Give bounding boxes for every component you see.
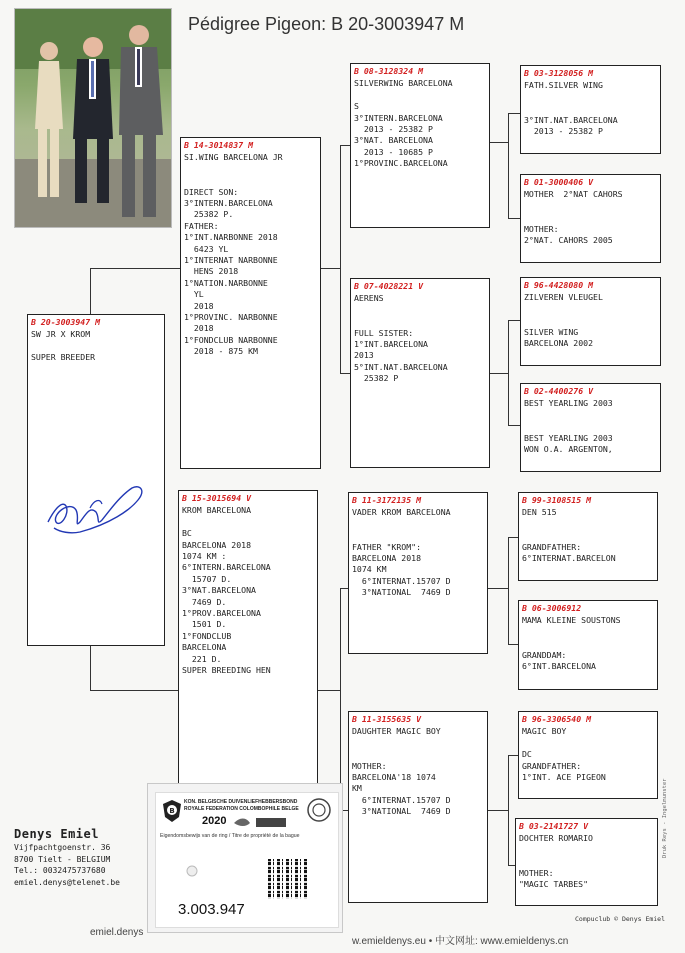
connector-sd-v [508,320,509,425]
box-line: 1°FONDCLUB [182,630,232,641]
box-line: 221 D. [182,653,222,664]
box-line: "MAGIC TARBES" [519,879,589,889]
box-line: 1°INT.NARBONNE 2018 [184,232,278,243]
connector-dd-h [488,810,508,811]
box-line: BC [182,528,192,539]
box-line: SILVER WING [524,326,579,337]
box-line: 1°NATION.NARBONNE [184,277,268,288]
box-line: 2013 - 25382 P [354,124,433,135]
box-line: 1501 D. [182,619,227,630]
box-line: DEN 515 [522,507,557,518]
box-line: GRANDFATHER: [522,760,582,771]
ring-number: B 07-4028221 V [354,281,424,291]
box-line: 6°INTERNAT.15707 D [352,794,451,805]
box-line: 6°INTERNAT.15707 D [352,575,451,586]
box-line: 1°PROV.BARCELONA [182,608,261,619]
box-line: 3°NATIONAL 7469 D [352,806,451,817]
connector-ds-v [508,537,509,644]
box-line: FATHER "KROM": [352,541,422,552]
box-line: BARCELONA 2018 [352,553,422,563]
box-line: 2013 - 25382 P [524,126,603,136]
connector-dd-v [508,755,509,865]
connector-ss-top [508,113,520,114]
ring-number: B 96-4428080 M [524,280,594,290]
photo-people-illustration [15,9,171,227]
ring-emblem-icon [306,797,332,823]
card-inner [155,792,339,928]
box-line [524,421,657,432]
box-line: MAGIC BOY [522,726,567,737]
pedigree-box-dsd [518,600,658,690]
box-line: S [354,101,359,112]
printer-credit: Druk Reys - Ingelmunster [662,778,668,858]
box-line: 6°INTERNAT.BARCELON [522,553,616,563]
connector-main-dam-v [90,646,91,690]
box-line [522,530,654,541]
box-line: BARCELONA [182,642,227,653]
pedigree-box-dam-sire [348,492,488,654]
box-line: SUPER BREEDING HEN [182,665,271,676]
connector-dam-h [318,690,340,691]
box-line: 1°PROVINC.BARCELONA [354,158,448,169]
box-line: KROM BARCELONA [182,505,252,516]
connector-sire-ss [340,145,350,146]
box-line [524,410,657,421]
ring-number: B 01-3000406 V [524,177,594,187]
box-line: 7469 D. [182,596,227,607]
ring-number: B 99-3108515 M [522,495,592,505]
box-line: 3°NAT. BARCELONA [354,135,433,146]
ring-ownership-card [147,783,343,933]
breeder-contact [14,827,164,888]
box-line [524,212,657,223]
box-line: 2°NAT. CAHORS 2005 [524,235,613,245]
ring-number: B 11-3172135 M [352,495,422,505]
pedigree-box-sire-sire [350,63,490,228]
box-line: 1°FONDCLUB NARBONNE [184,334,278,345]
box-line: MOTHER: [352,760,387,771]
pedigree-box-sire [180,137,321,469]
pedigree-box-sds [520,277,661,366]
breeder-tel: Tel.: 0032475737680 [14,866,106,875]
box-line [524,315,657,326]
box-line: FULL SISTER: [354,327,414,338]
box-line: DC [522,749,532,760]
box-line [352,530,484,541]
federation-logo-icon [162,799,182,823]
card-subtitle: Eigendomsbewijs van de ring / Titre de propriété de la bague [160,833,300,839]
box-line: YL [184,289,204,300]
box-line [184,164,317,175]
box-line: BARCELONA 2018 [182,539,252,550]
box-line: ZILVEREN VLEUGEL [524,292,603,303]
box-line [352,749,484,760]
box-line: 25382 P. [184,209,234,220]
box-line [524,103,657,114]
footer-left: emiel.denys [90,927,144,938]
breeder-city: 8700 Tielt - BELGIUM [14,854,111,864]
box-line [31,341,161,352]
breeder-photo [14,8,172,228]
box-line: 3°INTERN.BARCELONA [354,112,443,123]
box-line: 2013 - 10685 P [354,146,433,157]
breeder-name: Denys Emiel [14,827,99,841]
ring-number: B 03-3128056 M [524,68,594,78]
pedigree-box-dds [518,711,658,799]
pedigree-box-ddd [515,818,658,906]
connector-ss-h [490,142,508,143]
pedigree-box-sdd [520,383,661,472]
connector-main-dam-h [90,690,178,691]
box-line [522,627,654,638]
page-title: Pédigree Pigeon: B 20-3003947 M [188,14,465,34]
box-line: 1°INTERNAT NARBONNE [184,255,278,266]
box-line: 1074 KM : [182,551,227,562]
box-line: 25382 P [354,373,399,384]
box-line [352,519,484,530]
connector-main-sire-v [90,268,91,314]
connector-ds-h [488,588,508,589]
box-line: BARCELONA'18 1074 [352,772,436,782]
box-line: SILVERWING BARCELONA [354,78,453,89]
box-line: 3°NAT.BARCELONA [182,585,256,596]
connector-sd-top [508,320,520,321]
ring-number: B 11-3155635 V [352,714,422,724]
connector-sire-v [340,145,341,373]
box-line [522,638,654,649]
box-line [354,305,486,316]
card-ring-number: 3.003.947 [178,901,245,918]
box-line: BARCELONA 2002 [524,338,594,348]
box-line: KM [352,783,362,794]
breeder-email: emiel.denys@telenet.be [14,877,120,887]
box-line [182,517,314,528]
box-line: SUPER BREEDER [31,352,96,363]
connector-ss-bottom [508,218,520,219]
box-line: MOTHER: [524,223,559,234]
box-line: 1074 KM [352,564,387,575]
box-line: MOTHER: [519,867,554,878]
box-line: FATH.SILVER WING [524,80,603,91]
box-line: 1°PROVINC. NARBONNE [184,312,278,323]
box-line: DAUGHTER MAGIC BOY [352,726,441,737]
box-line: BEST YEARLING 2003 [524,432,613,443]
box-line: 15707 D. [182,573,232,584]
ring-number: B 06-3006912 [522,603,582,613]
connector-ds-top [508,537,518,538]
compuclub-credit: Compuclub © Denys Emiel [575,915,666,923]
pedigree-box-sss [520,65,661,154]
connector-ss-v [508,113,509,218]
connector-dam-v [340,588,341,810]
box-line [354,316,486,327]
box-line: SI.WING BARCELONA JR [184,152,283,163]
signature-icon [40,470,150,540]
box-line [524,92,657,103]
box-line [519,845,654,856]
ring-number: B 15-3015694 V [182,493,252,503]
box-line: WON O.A. ARGENTON, [524,444,613,454]
card-year: 2020 [202,815,227,827]
box-line: BEST YEARLING 2003 [524,398,613,409]
connector-ds-bottom [508,644,518,645]
box-line [522,738,654,749]
box-line: HENS 2018 [184,266,239,277]
box-line: SW JR X KROM [31,329,91,340]
box-line: 6°INTERN.BARCELONA [182,562,271,573]
card-header: KON. BELGISCHE DUIVENLIEFHEBBERSBOND ROYALE FEDERATION COLOMBOPHILE BELGE [184,799,299,812]
card-logos-icon [232,815,288,829]
box-line: 1°INT.BARCELONA [354,339,428,349]
box-line: GRANDFATHER: [522,541,582,552]
box-line: 3°INTERN.BARCELONA [184,198,273,208]
ring-number: B 03-2141727 V [519,821,589,831]
box-line: VADER KROM BARCELONA [352,507,451,518]
breeder-address: Vijfpachtgoenstr. 36 [14,843,111,852]
connector-sd-h [490,373,508,374]
connector-sire-sd [340,373,350,374]
footer-website: w.emieldenys.eu • 中文网址: www.emieldenys.cn [352,936,569,947]
box-line: 2018 [184,300,214,311]
box-line [184,175,317,186]
box-line: 6°INT.BARCELONA [522,661,596,671]
ring-number: B 96-3306540 M [522,714,592,724]
box-line: 2013 [354,350,374,361]
box-line [524,304,657,315]
box-line: 5°INT.NAT.BARCELONA [354,361,448,372]
connector-dd-top [508,755,518,756]
qr-code-icon [268,859,308,899]
box-line: 3°INT.NAT.BARCELONA [524,114,618,125]
box-line: 6423 YL [184,243,229,254]
box-line: AERENS [354,293,384,304]
ring-number: B 02-4400276 V [524,386,594,396]
pedigree-box-sire-dam [350,278,490,468]
ring-number: B 14-3014837 M [184,140,254,150]
box-line: 2018 - 875 KM [184,346,258,357]
ring-number: B 08-3128324 M [354,66,424,76]
box-line: 3°NATIONAL 7469 D [352,587,451,598]
box-line: 1°INT. ACE PIGEON [522,772,606,783]
box-line [524,201,657,212]
connector-main-sire-h [90,268,180,269]
pedigree-box-dss [518,492,658,581]
pedigree-box-dam-dam [348,711,488,903]
box-line [352,738,484,749]
box-line: 2018 [184,323,214,334]
svg-text:B: B [169,807,175,815]
pedigree-box-dam [178,490,318,790]
box-line: DIRECT SON: [184,186,239,197]
card-hole-icon [186,865,198,877]
box-line: DOCHTER ROMARIO [519,833,593,844]
box-line [519,856,654,867]
box-line [522,519,654,530]
box-line: FATHER: [184,220,219,231]
box-line: MAMA KLEINE SOUSTONS [522,615,621,626]
connector-sire-h [320,268,340,269]
box-line [354,90,486,101]
box-line: GRANDDAM: [522,649,567,660]
ring-number: B 20-3003947 M [31,317,101,327]
pedigree-box-ssd [520,174,661,263]
connector-sd-bottom [508,425,520,426]
box-line: MOTHER 2°NAT CAHORS [524,189,623,200]
